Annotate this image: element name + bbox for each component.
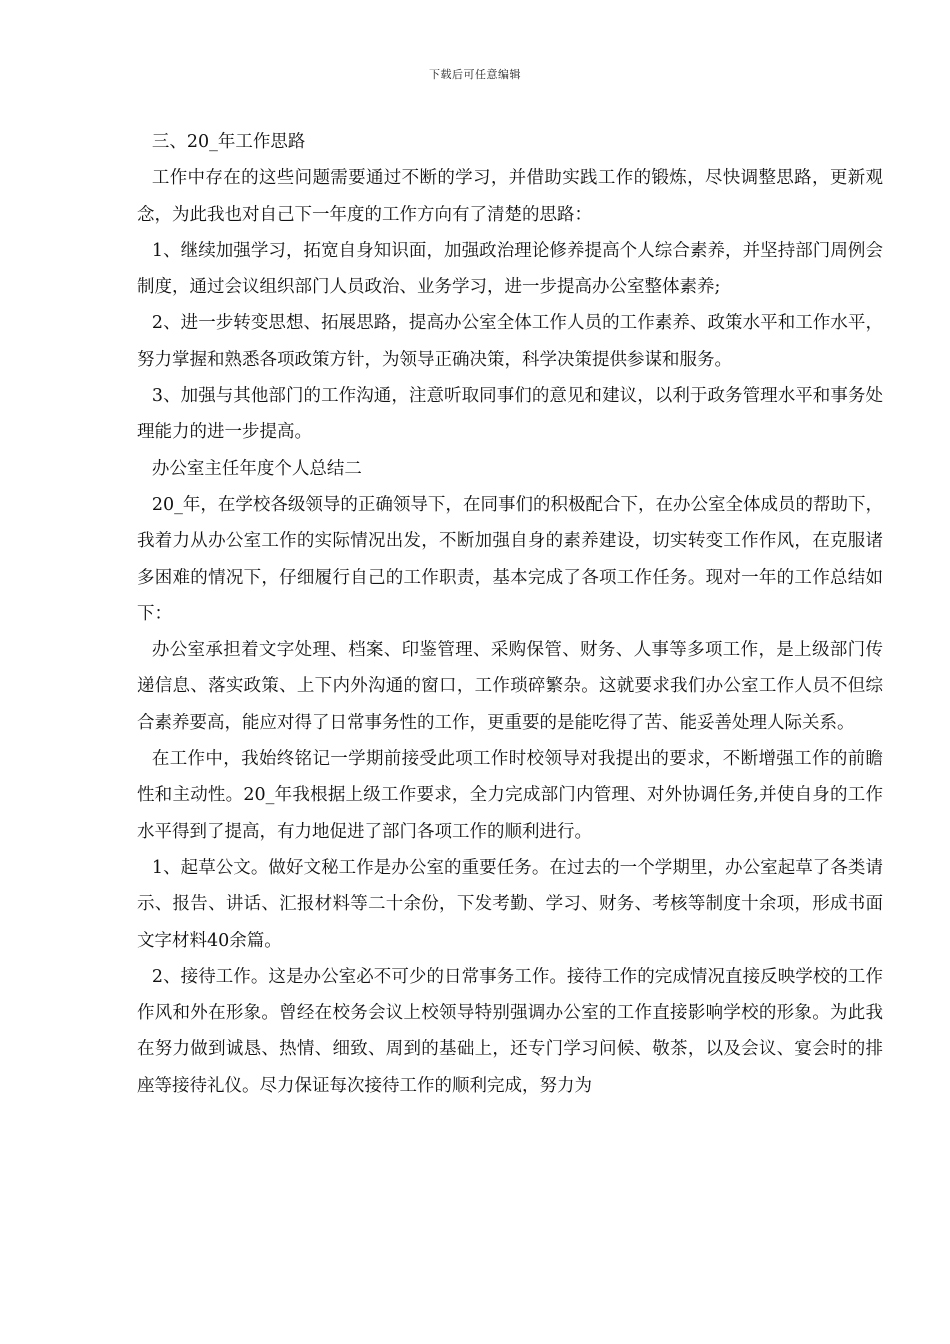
paragraph-plan-item-3: 3、加强与其他部门的工作沟通，注意听取同事们的意见和建议，以利于政务管理水平和事务处理能力的进一步提高。 [137,386,883,443]
page-header-note: 下载后可任意编辑 [429,68,521,81]
paragraph-reception-work: 2、接待工作。这是办公室必不可少的日常事务工作。接待工作的完成情况直接反映学校的工作作风和外在形象。曾经在校务会议上校领导特别强调办公室的工作直接影响学校的形象。为此我在努力做到诚恳、热情、细致、周到的基础上，还专门学习问候、敬茶，以及会议、宴会时的排座等接待礼仪。尽力保证每次接待工作的顺利完成，努力为 [137,966,883,1096]
paragraph-intro-plan: 工作中存在的这些问题需要通过不断的学习，并借助实践工作的锻炼，尽快调整思路，更新观念，为此我也对自己下一年度的工作方向有了清楚的思路： [137,168,883,225]
section-heading-summary-two: 办公室主任年度个人总结二 [151,458,362,479]
paragraph-office-duties: 办公室承担着文字处理、档案、印鉴管理、采购保管、财务、人事等多项工作，是上级部门传递信息、落实政策、上下内外沟通的窗口，工作琐碎繁杂。这就要求我们办公室工作人员不但综合素养要高，能应对得了日常事务性的工作，更重要的是能吃得了苦、能妥善处理人际关系。 [137,640,883,733]
section-heading-work-plan: 三、20_年工作思路 [151,132,306,152]
paragraph-drafting-documents: 1、起草公文。做好文秘工作是办公室的重要任务。在过去的一个学期里，办公室起草了各类请示、报告、讲话、汇报材料等二十余份，下发考勤、学习、财务、考核等制度十余项，形成书面文字材料40余篇。 [137,857,883,951]
paragraph-summary-intro: 20_年，在学校各级领导的正确领导下，在同事们的积极配合下，在办公室全体成员的帮助下，我着力从办公室工作的实际情况出发，不断加强自身的素养建设，切实转变工作作风，在克服诸多困难的情况下，仔细履行自己的工作职责，基本完成了各项工作任务。现对一年的工作总结如下： [137,494,883,624]
paragraph-plan-item-2: 2、进一步转变思想、拓展思路，提高办公室全体工作人员的工作素养、政策水平和工作水平，努力掌握和熟悉各项政策方针，为领导正确决策，科学决策提供参谋和服务。 [137,313,883,370]
paragraph-work-attitude: 在工作中，我始终铭记一学期前接受此项工作时校领导对我提出的要求，不断增强工作的前瞻性和主动性。20_年我根据上级工作要求，全力完成部门内管理、对外协调任务,并使自身的工作水平得到了提高，有力地促进了部门各项工作的顺利进行。 [137,749,883,842]
document-body [137,124,883,1104]
paragraph-plan-item-1: 1、继续加强学习，拓宽自身知识面，加强政治理论修养提高个人综合素养，并坚持部门周例会制度，通过会议组织部门人员政治、业务学习，进一步提高办公室整体素养; [137,240,883,298]
